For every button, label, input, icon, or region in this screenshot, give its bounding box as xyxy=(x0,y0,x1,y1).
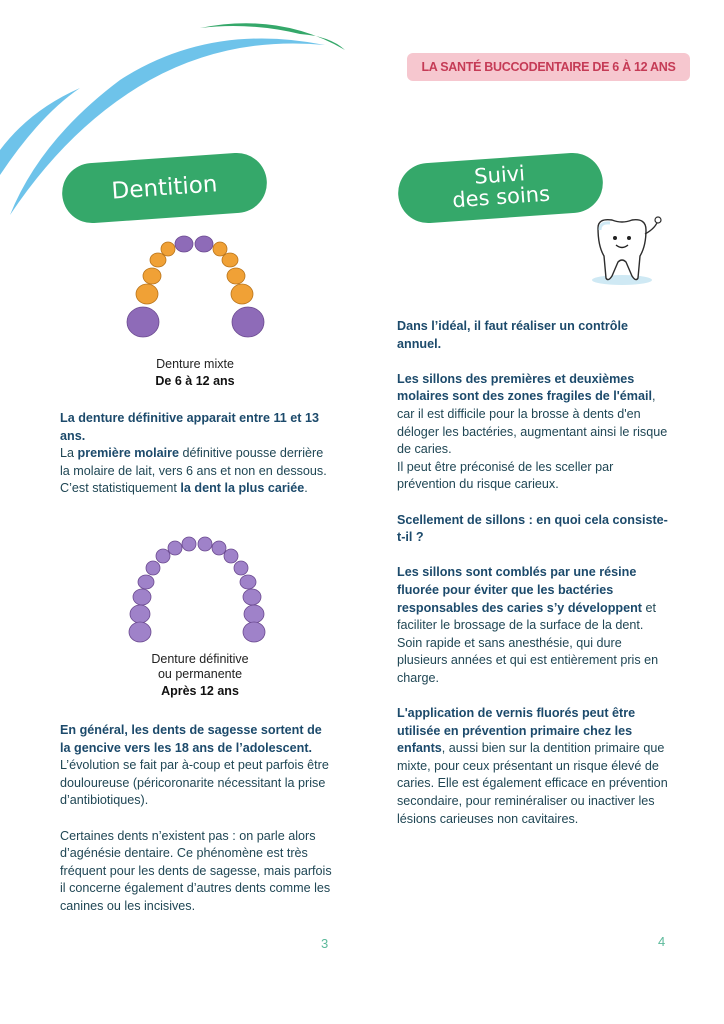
right-paragraphs xyxy=(397,318,672,846)
mixed-dentition-illustration xyxy=(124,232,269,347)
para-highlight: la dent la plus cariée xyxy=(180,481,305,496)
para-text: Certaines dents n’existent pas : on parle alors d’agénésie dentaire. Ce phénomène est très fréquent pour les dents de sagesse, mais parfois il concerne également d’autres dents comme les canines ou les incisives. xyxy=(60,828,332,913)
para-text: définitive pousse derrière la molaire de lait, vers 6 ans et non en dessous. C’est statistiquement xyxy=(60,446,327,496)
para-highlight: Les sillons sont comblés par une résine fluorée pour éviter que les bactéries responsables des caries s’y développent xyxy=(397,565,642,615)
para-block xyxy=(397,564,672,687)
para-block xyxy=(60,828,335,916)
para-text: , aussi bien sur la dentition primaire que mixte, pour ceux présentant un risque élevé de caries. Elle est également efficace en prévention secondaire, pour reminéraliser ou inactiver les lésions carieuses non cavitaires. xyxy=(397,741,668,826)
page-number-right: 4 xyxy=(658,934,666,949)
para-highlight: première molaire xyxy=(77,446,180,461)
para-block xyxy=(397,512,672,547)
care-title xyxy=(396,151,605,225)
para-highlight: Dans l’idéal, il faut réaliser un contrôle annuel. xyxy=(397,319,628,351)
dentition-title: Dentition xyxy=(60,151,269,225)
permanent-dentition-illustration xyxy=(126,534,271,649)
caption-age: Après 12 ans xyxy=(161,684,239,698)
caption-mixed-dentition xyxy=(120,356,270,390)
para-text: L’évolution se fait par à-coup et peut parfois être douloureuse (péricoronarite nécessitant la prise d’antibiotiques). xyxy=(60,758,329,808)
left-paragraph-1 xyxy=(60,410,335,498)
para-text: Il peut être préconisé de les sceller par prévention du risque carieux. xyxy=(397,459,614,492)
para-block xyxy=(397,705,672,828)
para-highlight: La denture définitive apparait entre 11 et 13 ans. xyxy=(60,411,319,443)
tooth-mascot-icon xyxy=(586,216,668,288)
para-text: . xyxy=(304,481,308,496)
para-text: La xyxy=(60,446,78,461)
para-highlight: En général, les dents de sagesse sortent de la gencive vers les 18 ans de l’adolescent. xyxy=(60,723,322,755)
para-highlight: Les sillons des premières et deuxièmes molaires sont des zones fragiles de l'émail xyxy=(397,371,652,404)
para-highlight: Scellement de sillons : en quoi cela consiste-t-il ? xyxy=(397,512,668,545)
caption-line: ou permanente xyxy=(157,666,243,681)
para-block xyxy=(60,722,335,810)
page-number-left: 3 xyxy=(321,936,329,951)
para-text: et faciliter le brossage de la surface de la dent. Soin rapide et sans anesthésie, qui dure plusieurs années et qui est entièrement pris en charge. xyxy=(397,600,659,685)
title-line: des soins xyxy=(451,181,551,213)
caption-permanent-dentition xyxy=(115,652,285,699)
caption-line: Denture définitive xyxy=(151,652,249,666)
para-block xyxy=(397,371,672,494)
left-paragraph-2 xyxy=(60,722,335,933)
caption-line: Denture mixte xyxy=(156,357,234,371)
section-badge: LA SANTÉ BUCCODENTAIRE DE 6 À 12 ANS xyxy=(407,53,690,81)
para-highlight: L'application de vernis fluorés peut être utilisée en prévention primaire chez les enfants xyxy=(397,706,636,756)
title-line: Suivi xyxy=(473,161,526,189)
para-block xyxy=(397,318,672,353)
caption-age: De 6 à 12 ans xyxy=(155,374,235,388)
para-text: , car il est difficile pour la brosse à dents d'en déloger les bactéries, augmentant ainsi le risque de caries. xyxy=(397,389,668,457)
